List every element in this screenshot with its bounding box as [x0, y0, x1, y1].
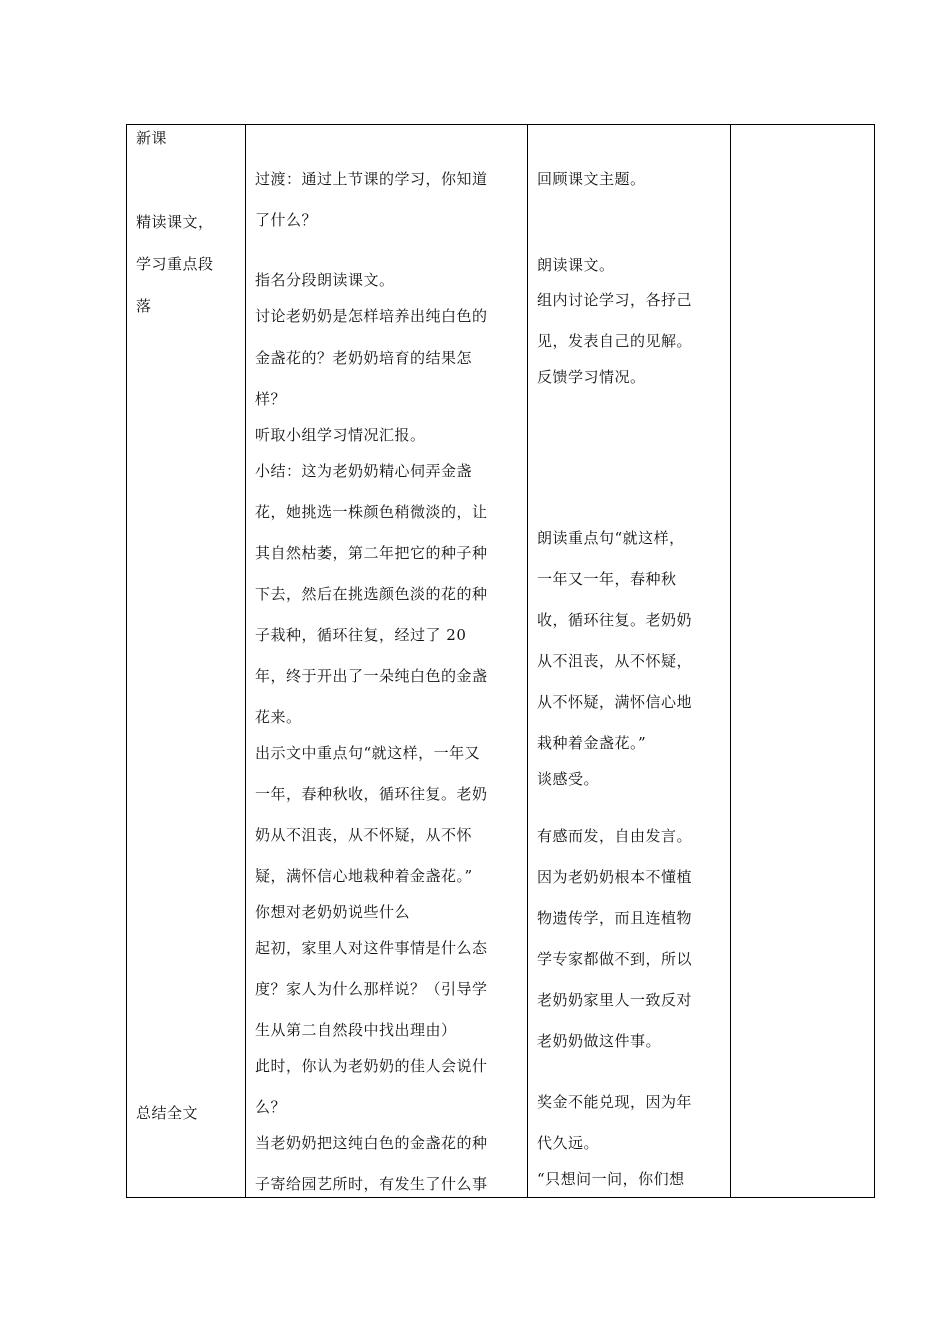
student-activity-line: 一年又一年，春种秋 — [537, 570, 677, 588]
teacher-activity-line: 子寄给园艺所时，有发生了什么事 — [255, 1175, 488, 1193]
stage-label: 总结全文 — [136, 1104, 199, 1122]
teacher-activity-line: 了什么？ — [255, 211, 318, 229]
teacher-activity-line: 一年，春种秋收，循环往复。老奶 — [255, 785, 488, 803]
student-activity-line: 因为老奶奶根本不懂植 — [537, 868, 693, 886]
student-activity-line: 反馈学习情况。 — [537, 368, 646, 386]
student-activity-line: 朗读重点句“就这样， — [537, 529, 685, 547]
student-activity-line: 物遗传学，而且连植物 — [537, 909, 693, 927]
teacher-activity-line: 过渡：通过上节课的学习，你知道 — [255, 170, 488, 188]
student-activity-line: 老奶奶家里人一致反对 — [537, 991, 693, 1009]
student-activity-line: 老奶奶做这件事。 — [537, 1032, 662, 1050]
column-divider — [245, 125, 246, 1197]
teacher-activity-line: 年，终于开出了一朵纯白色的金盏 — [255, 667, 488, 685]
teacher-activity-line: 么？ — [255, 1098, 287, 1116]
student-activity-line: 从不怀疑，满怀信心地 — [537, 693, 693, 711]
student-activity-line: 从不沮丧，从不怀疑， — [537, 652, 693, 670]
student-activity-line: 朗读课文。 — [537, 256, 615, 274]
stage-label: 精读课文， — [136, 213, 214, 231]
teacher-activity-line: 花，她挑选一株颜色稍微淡的，让 — [255, 503, 488, 521]
teacher-activity-line: 当老奶奶把这纯白色的金盏花的种 — [255, 1134, 488, 1152]
teacher-activity-line: 你想对老奶奶说些什么 — [255, 903, 411, 921]
student-activity-line: 奖金不能兑现，因为年 — [537, 1093, 693, 1111]
teacher-activity-line: 其自然枯萎，第二年把它的种子种 — [255, 544, 488, 562]
stage-label: 落 — [136, 297, 152, 315]
student-activity-line: 谈感受。 — [537, 770, 600, 788]
student-activity-line: 栽种着金盏花。” — [537, 734, 647, 752]
column-divider — [730, 125, 731, 1197]
stage-label: 新课 — [136, 129, 168, 147]
teacher-activity-line: 疑，满怀信心地栽种着金盏花。” — [255, 867, 473, 885]
student-activity-line: 代久远。 — [537, 1134, 600, 1152]
teacher-activity-line: 起初，家里人对这件事情是什么态 — [255, 939, 488, 957]
student-activity-line: 组内讨论学习，各抒己 — [537, 291, 693, 309]
stage-label: 学习重点段 — [136, 255, 214, 273]
teacher-activity-line: 奶从不沮丧，从不怀疑，从不怀 — [255, 826, 473, 844]
teacher-activity-line: 下去，然后在挑选颜色淡的花的种 — [255, 585, 488, 603]
teacher-activity-line: 听取小组学习情况汇报。 — [255, 426, 426, 444]
teacher-activity-line: 花来。 — [255, 708, 302, 726]
student-activity-line: “只想问一问，你们想 — [537, 1170, 685, 1188]
teacher-activity-line: 生从第二自然段中找出理由） — [255, 1021, 457, 1039]
student-activity-line: 回顾课文主题。 — [537, 170, 646, 188]
teacher-activity-line: 小结：这为老奶奶精心伺弄金盏 — [255, 462, 473, 480]
teacher-activity-line: 样？ — [255, 390, 287, 408]
student-activity-line: 学专家都做不到，所以 — [537, 950, 693, 968]
column-divider — [527, 125, 528, 1197]
teacher-activity-line: 金盏花的？老奶奶培育的结果怎 — [255, 349, 473, 367]
lesson-plan-table — [126, 124, 875, 1198]
student-activity-line: 收，循环往复。老奶奶 — [537, 611, 693, 629]
teacher-activity-line: 子栽种，循环往复，经过了 20 — [255, 626, 467, 644]
student-activity-line: 见，发表自己的见解。 — [537, 332, 693, 350]
teacher-activity-line: 指名分段朗读课文。 — [255, 271, 395, 289]
student-activity-line: 有感而发，自由发言。 — [537, 827, 693, 845]
teacher-activity-line: 出示文中重点句“就这样，一年又 — [255, 744, 481, 762]
teacher-activity-line: 度？家人为什么那样说？（引导学 — [255, 980, 488, 998]
teacher-activity-line: 讨论老奶奶是怎样培养出纯白色的 — [255, 307, 488, 325]
teacher-activity-line: 此时，你认为老奶奶的佳人会说什 — [255, 1057, 488, 1075]
